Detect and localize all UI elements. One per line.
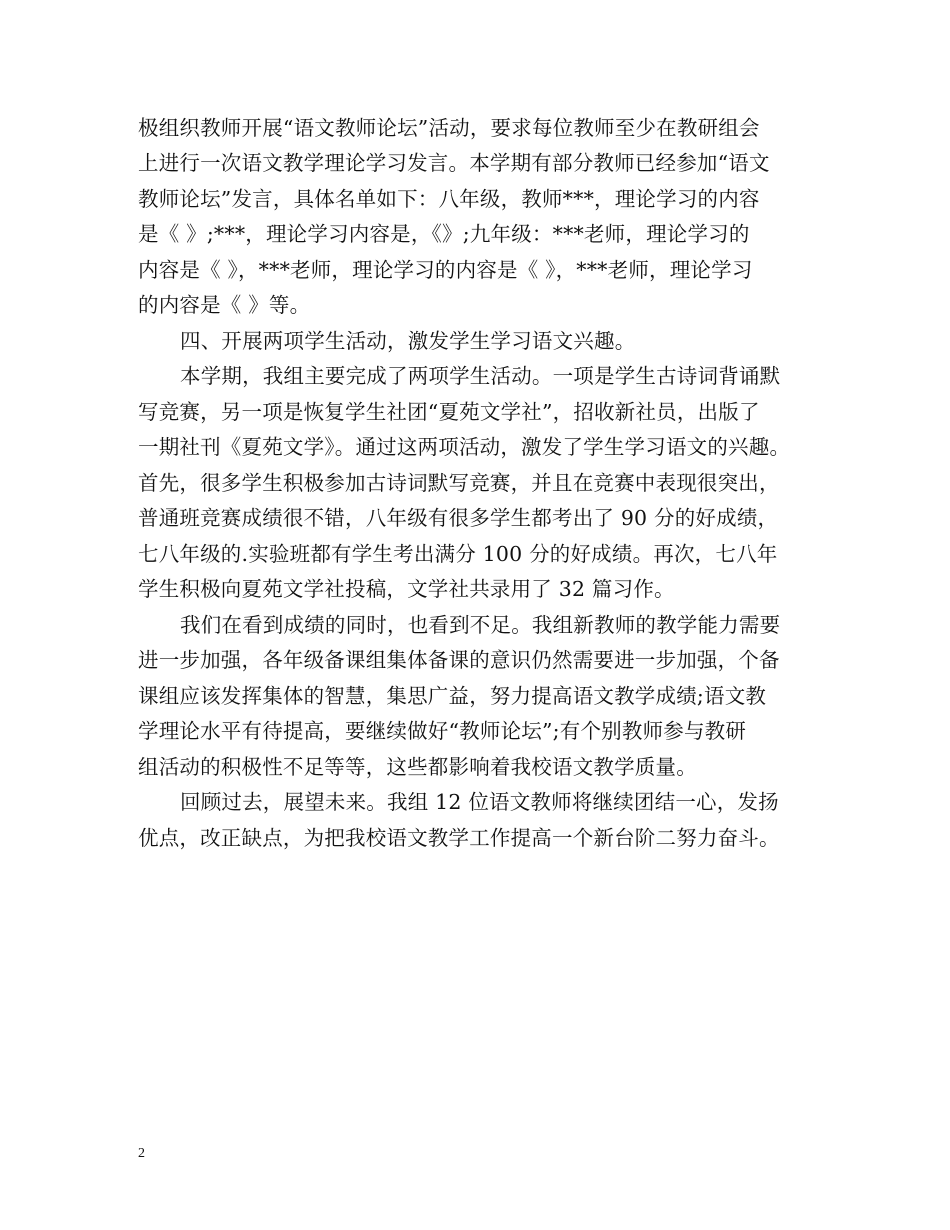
text-line: 组活动的积极性不足等等，这些都影响着我校语文教学质量。 [138,755,697,779]
section-heading: 四、开展两项学生活动，激发学生学习语文兴趣。 [180,329,636,353]
text-line: 写竞赛，另一项是恢复学生社团“夏苑文学社”，招收新社员，出版了 [138,400,760,424]
text-line: 一期社刊《夏苑文学》。通过这两项活动，激发了学生学习语文的兴趣。 [138,435,791,459]
text-line: 七八年级的.实验班都有学生考出满分 100 分的好成绩。再次，七八年 [138,542,778,566]
text-line: 课组应该发挥集体的智慧，集思广益，努力提高语文教学成绩;语文教 [138,684,767,708]
text-line: 学理论水平有待提高，要继续做好“教师论坛”;有个别教师参与教研 [138,719,747,743]
text-line: 学生积极向夏苑文学社投稿，文学社共录用了 32 篇习作。 [138,577,675,601]
text-line: 进一步加强，各年级备课组集体备课的意识仍然需要进一步加强，个备 [138,648,780,672]
text-line: 普通班竞赛成绩很不错，八年级有很多学生都考出了 90 分的好成绩， [138,506,779,530]
page-number: 2 [138,1146,145,1161]
text-line: 内容是《 》，***老师，理论学习的内容是《 》，***老师，理论学习 [138,258,753,282]
text-line: 首先，很多学生积极参加古诗词默写竞赛，并且在竞赛中表现很突出， [138,471,780,495]
text-line: 上进行一次语文教学理论学习发言。本学期有部分教师已经参加“语文 [138,151,770,175]
paragraph-start: 回顾过去，展望未来。我组 12 位语文教师将继续团结一心，发扬 [180,790,779,814]
paragraph-start: 本学期，我组主要完成了两项学生活动。一项是学生古诗词背诵默 [180,364,781,388]
text-line: 教师论坛”发言，具体名单如下：八年级，教师***，理论学习的内容 [138,187,760,211]
paragraph-start: 我们在看到成绩的同时，也看到不足。我组新教师的教学能力需要 [180,613,781,637]
text-line: 极组织教师开展“语文教师论坛”活动，要求每位教师至少在教研组会 [138,116,760,140]
text-line: 是《 》;***，理论学习内容是，《》;九年级：***老师，理论学习的 [138,222,750,246]
text-line: 的内容是《 》等。 [138,293,311,317]
text-line: 优点，改正缺点，为把我校语文教学工作提高一个新台阶二努力奋斗。 [138,826,780,850]
